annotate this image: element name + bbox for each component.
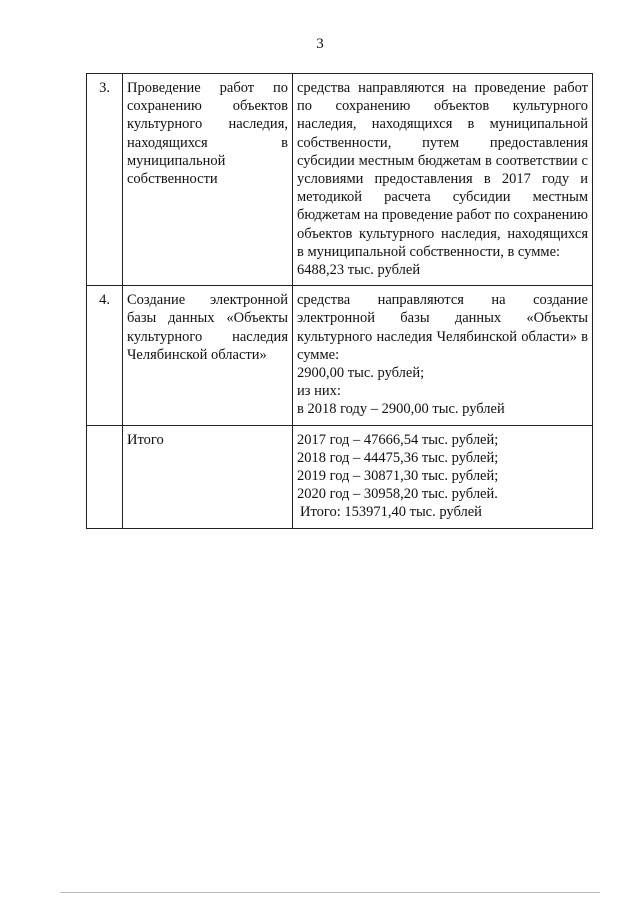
total-year-line: 2020 год – 30958,20 тыс. рублей. xyxy=(297,486,498,503)
total-label: Итого xyxy=(123,425,293,528)
amount-text: 6488,23 тыс. рублей xyxy=(297,262,421,279)
measure-name: Создание электронной базы данных «Объекты культурного наследия Челябинской области» xyxy=(123,286,293,425)
row-number: 3. xyxy=(87,74,123,286)
total-year-line: 2017 год – 47666,54 тыс. рублей; xyxy=(297,431,499,448)
total-row-number xyxy=(87,425,123,528)
page-number: 3 xyxy=(316,36,324,52)
financing-table xyxy=(86,73,593,529)
measure-name: Проведение работ по сохранению объектов культурного наследия, находящихся в муниципальной собственности xyxy=(123,74,293,286)
table-row xyxy=(87,74,593,286)
total-year-line: 2018 год – 44475,36 тыс. рублей; xyxy=(297,449,499,466)
grand-total-line: Итого: 153971,40 тыс. рублей xyxy=(300,504,482,521)
table-row xyxy=(87,286,593,425)
description-text: средства направляются на создание электронной базы данных «Объекты культурного наследия Челябинской области» в сумме: xyxy=(297,292,588,363)
year-amount-text: в 2018 году – 2900,00 тыс. рублей xyxy=(297,401,505,418)
total-row xyxy=(87,425,593,528)
of-which-text: из них: xyxy=(297,383,341,400)
measure-description xyxy=(293,286,593,425)
row-number: 4. xyxy=(87,286,123,425)
total-year-line: 2019 год – 30871,30 тыс. рублей; xyxy=(297,468,499,485)
measure-description xyxy=(293,74,593,286)
total-values xyxy=(293,425,593,528)
amount-text: 2900,00 тыс. рублей; xyxy=(297,365,425,382)
page-bottom-rule xyxy=(60,892,600,893)
description-text: средства направляются на проведение работ по сохранению объектов культурного наследия, находящихся в муниципальной собственности, путем предоставления субсидии местным бюджетам в соответствии с условиями предоставления в 2017 году и методикой расчета субсидии местным бюджетам на проведение работ по сохранению объектов культурного наследия, находящихся в муниципальной собственности, в сумме: xyxy=(297,80,588,260)
